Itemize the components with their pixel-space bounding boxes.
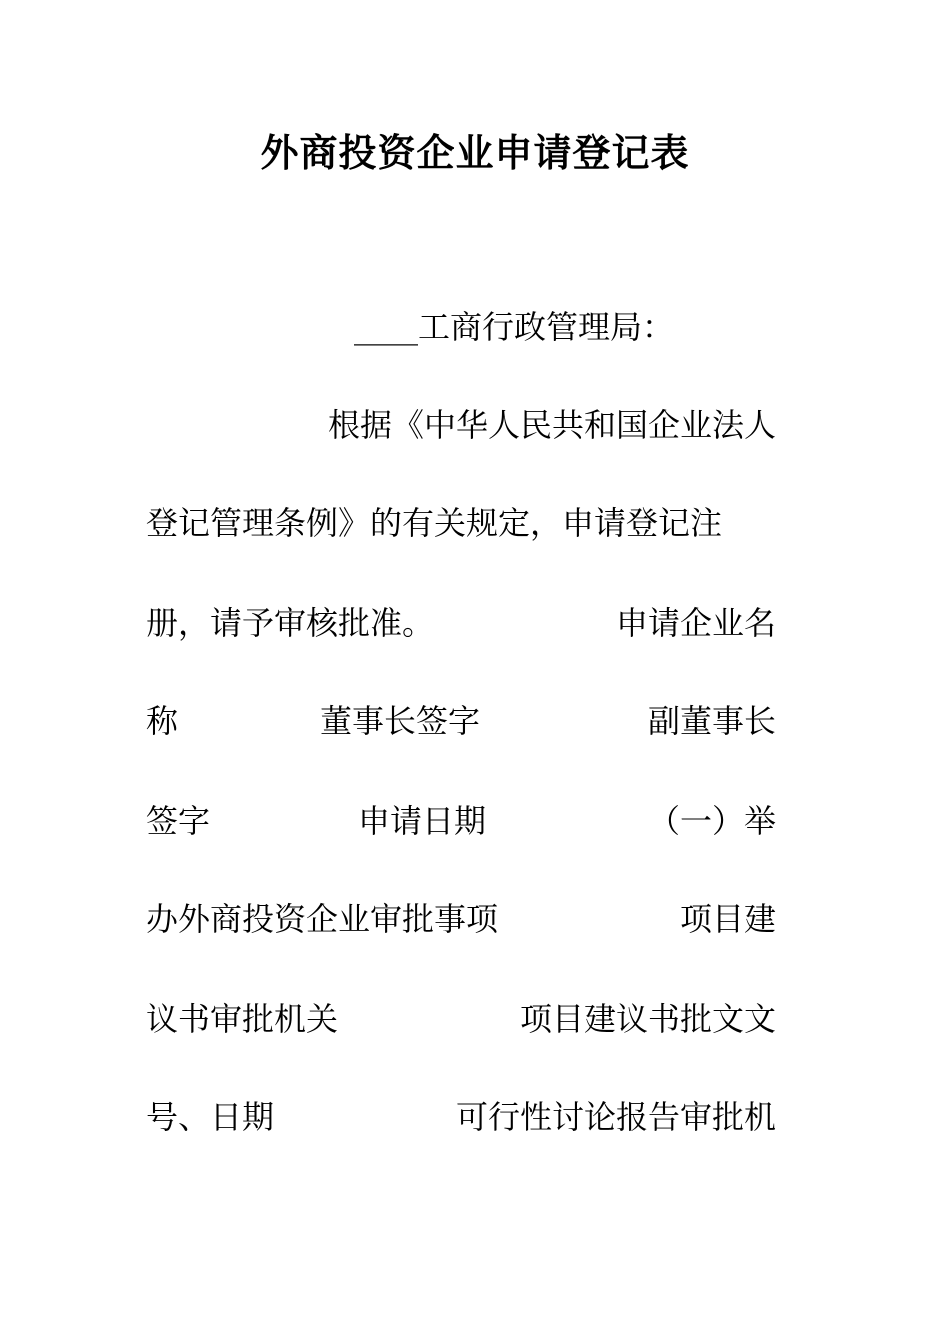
body-line [146, 994, 776, 1044]
field-label: 议书审批机关 [146, 1000, 339, 1038]
section-heading: 办外商投资企业审批事项 [146, 900, 499, 938]
section-heading: （一）举 [647, 802, 776, 840]
field-label: 签字 [146, 802, 211, 840]
field-label: 可行性讨论报告审批机 [455, 1098, 776, 1136]
body-line [146, 894, 776, 944]
body-line [146, 598, 776, 648]
field-label: 申请日期 [358, 802, 487, 840]
body-line [146, 796, 776, 846]
body-text: 根据《中华人民共和国企业法人 [327, 406, 776, 444]
addressee-line [146, 302, 776, 352]
field-label: 称 [146, 702, 179, 740]
body-line [146, 498, 776, 548]
body-line [146, 696, 776, 746]
field-label: 项目建 [679, 900, 776, 938]
field-label: 项目建议书批文文 [519, 1000, 776, 1038]
body-text: 册，请予审核批准。 [146, 604, 435, 642]
addressee: ____工商行政管理局： [354, 308, 675, 346]
field-label: 申请企业名 [615, 604, 776, 642]
body-line [146, 1092, 776, 1142]
field-label: 号、日期 [146, 1098, 275, 1136]
body-text: 登记管理条例》的有关规定，申请登记注 [146, 504, 723, 542]
field-label: 董事长签字 [320, 702, 481, 740]
field-label: 副董事长 [647, 702, 776, 740]
body-line [146, 400, 776, 450]
document-title: 外商投资企业申请登记表 [260, 130, 690, 175]
